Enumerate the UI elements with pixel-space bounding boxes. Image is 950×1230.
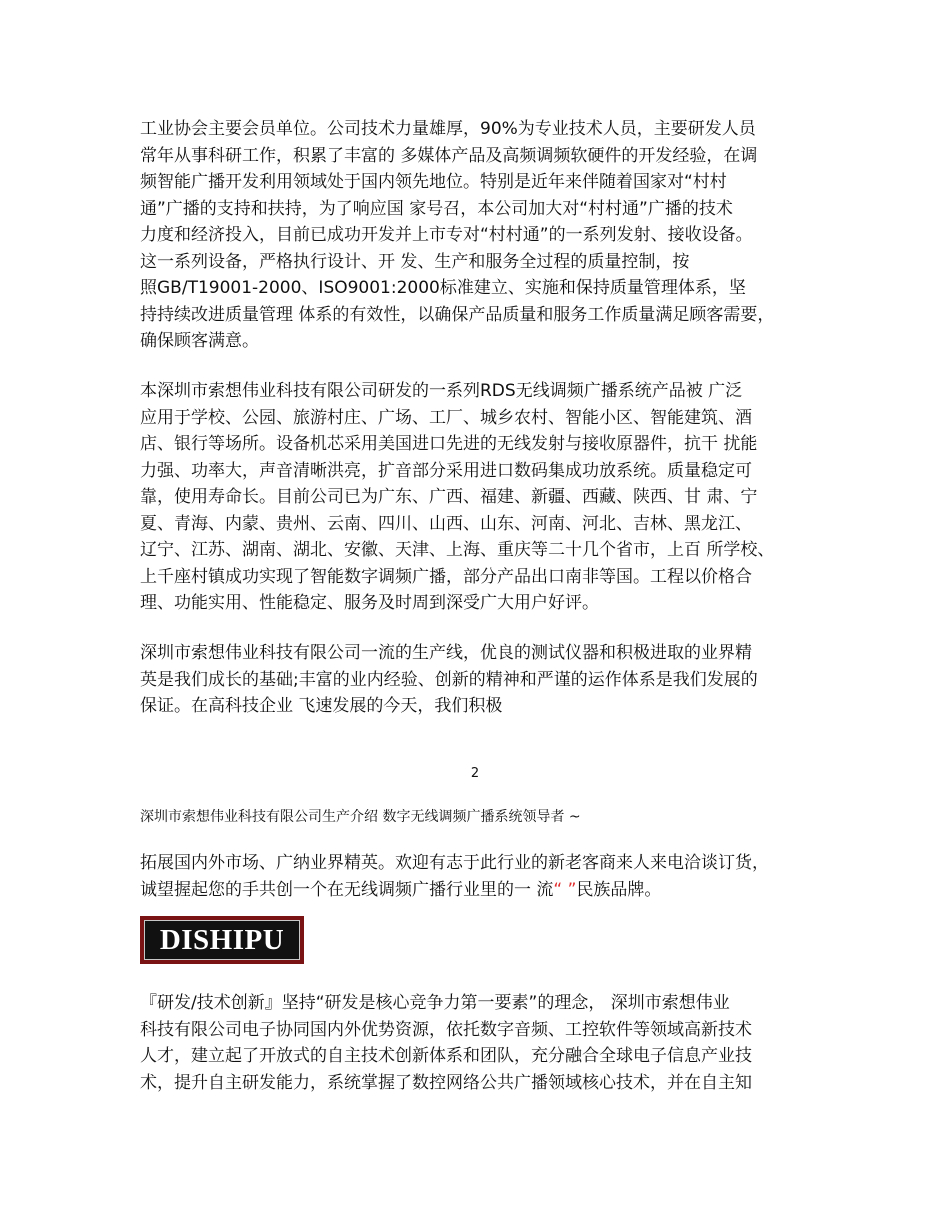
text-line: 保证。在高科技企业 飞速发展的今天，我们积极 (140, 696, 503, 716)
text-line: 理、功能实用、性能稳定、服务及时周到深受广大用户好评。 (140, 593, 599, 613)
text-segment: 诚望握起您的手共创一个在无线调频广播行业里的一 流 (140, 879, 554, 900)
text-line: 科技有限公司电子协同国内外优势资源，依托数字音频、工控软件等领域高新技术 (140, 1019, 752, 1040)
text-line: 应用于学校、公园、旅游村庄、广场、工厂、城乡农村、智能小区、智能建筑、酒 (140, 407, 752, 428)
paragraph-product-applications (140, 378, 830, 617)
text-line: 确保顾客满意。 (140, 331, 259, 351)
text-line: 店、银行等场所。设备机芯采用美国进口先进的无线发射与接收原器件，抗干 扰能 (140, 434, 758, 454)
running-header: 深圳市索想伟业科技有限公司生产介绍 数字无线调频广播系统领导者 ~ (140, 809, 581, 825)
page-number: 2 (470, 766, 480, 781)
text-line: 常年从事科研工作，积累了丰富的 多媒体产品及高频调频软硬件的开发经验，在调 (140, 145, 758, 166)
logo-plate (144, 920, 300, 960)
text-line: 这一系列设备，严格执行设计、开 发、生产和服务全过程的质量控制，按 (140, 251, 690, 272)
text-line: 『研发/技术创新』坚持“研发是核心竞争力第一要素”的理念， 深圳市索想伟业 (140, 993, 730, 1013)
text-line: 辽宁、江苏、湖南、湖北、安徽、天津、上海、重庆等二十几个省市，上百 所学校、 (140, 540, 775, 560)
logo-text: DISHIPU (159, 923, 285, 956)
dishipu-logo (140, 916, 304, 964)
text-line: 夏、青海、内蒙、贵州、云南、四川、山西、山东、河南、河北、吉林、黑龙江、 (140, 513, 752, 534)
text-line: 人才，建立起了开放式的自主技术创新体系和团队，充分融合全球电子信息产业技 (140, 1046, 752, 1066)
paragraph-rd-innovation (140, 990, 830, 1096)
text-line: 术，提升自主研发能力，系统掌握了数控网络公共广播领域核心技术，并在自主知 (140, 1072, 752, 1093)
text-line: 英是我们成长的基础;丰富的业内经验、创新的精神和严谨的运作体系是我们发展的 (140, 669, 758, 690)
text-line: 上千座村镇成功实现了智能数字调频广播，部分产品出口南非等国。工程以价格合 (140, 566, 752, 587)
red-quotes: “ ” (553, 879, 577, 900)
text-segment: 民族品牌。 (576, 879, 662, 900)
paragraph-production-line (140, 640, 830, 720)
paragraph-company-strength (140, 116, 830, 355)
text-line: 通”广播的支持和扶持，为了响应国 家号召，本公司加大对“村村通”广播的技术 (140, 198, 733, 219)
text-line (140, 877, 830, 904)
text-line: 深圳市索想伟业科技有限公司一流的生产线，优良的测试仪器和积极进取的业界精 (140, 643, 752, 663)
text-line: 拓展国内外市场、广纳业界精英。欢迎有志于此行业的新老客商来人来电洽谈订货， (140, 853, 769, 873)
text-line: 本深圳市索想伟业科技有限公司研发的一系列RDS无线调频广播系统产品被 广泛 (140, 381, 743, 401)
text-line: 力度和经济投入，目前已成功开发并上市专对“村村通”的一系列发射、接收设备。 (140, 225, 753, 245)
text-line: 力强、功率大，声音清晰洪亮，扩音部分采用进口数码集成功放系统。质量稳定可 (140, 460, 752, 481)
paragraph-market-expansion (140, 850, 830, 903)
text-line: 持持续改进质量管理 体系的有效性，以确保产品质量和服务工作质量满足顾客需要， (140, 304, 775, 325)
text-line: 工业协会主要会员单位。公司技术力量雄厚，90%为专业技术人员，主要研发人员 (140, 119, 756, 139)
text-line: 靠，使用寿命长。目前公司已为广东、广西、福建、新疆、西藏、陕西、甘 肃、宁 (140, 487, 758, 507)
text-line: 频智能广播开发利用领域处于国内领先地位。特别是近年来伴随着国家对“村村 (140, 172, 727, 192)
text-line: 照GB/T19001-2000、ISO9001:2000标准建立、实施和保持质量管理体系，坚 (140, 278, 746, 298)
